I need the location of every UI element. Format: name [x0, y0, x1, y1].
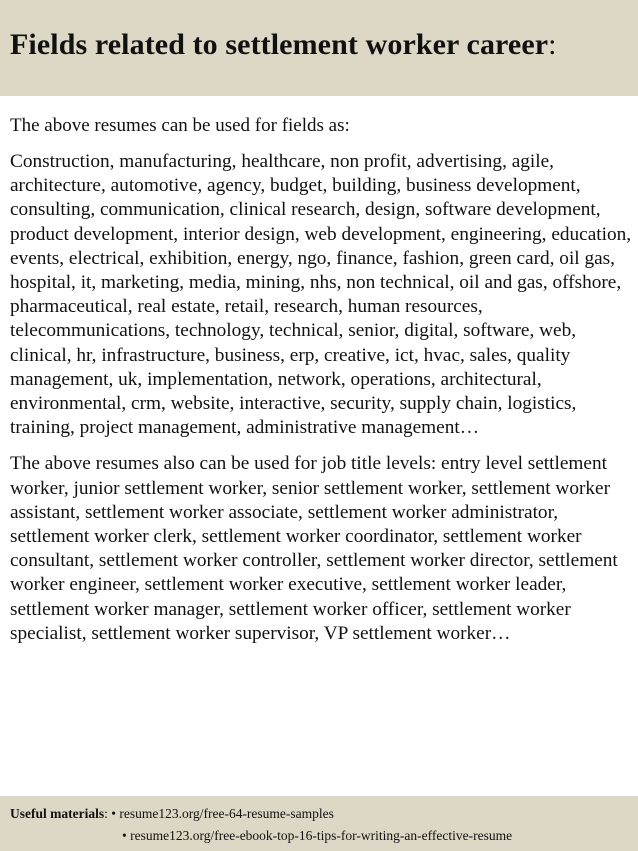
- header-bar: [0, 0, 638, 96]
- job-levels-paragraph: The above resumes also can be used for job title levels: entry level settlement worker, junior settlement worker, senior settlement worker, settlement worker assistant, settlement worker associate, settlement worker administrator, settlement worker clerk, settlement worker coordinator, settlement worker consultant, settlement worker controller, settlement worker director, settlement worker engineer, settlement worker executive, settlement worker leader, settlement worker manager, settlement worker officer, settlement worker specialist, settlement worker supervisor, VP settlement worker…: [10, 453, 618, 644]
- page-title-colon: :: [548, 28, 557, 61]
- footer-row-1: [10, 806, 334, 822]
- page-title: [10, 28, 557, 62]
- useful-materials-label: Useful materials: [10, 806, 105, 821]
- page-title-text: Fields related to settlement worker career: [10, 28, 549, 61]
- main-content: [10, 114, 632, 646]
- footer-separator: :: [104, 806, 112, 821]
- resource-link-2[interactable]: resume123.org/free-ebook-top-16-tips-for-writing-an-effective-resume: [130, 828, 513, 843]
- bullet-icon: •: [122, 828, 131, 843]
- resource-link-1[interactable]: resume123.org/free-64-resume-samples: [119, 806, 334, 821]
- fields-paragraph: Construction, manufacturing, healthcare, non profit, advertising, agile, architecture, automotive, agency, budget, building, business development, consulting, communication, clinical research, design, software development, product development, interior design, web development, engineering, education, events, electrical, exhibition, energy, ngo, finance, fashion, green card, oil gas, hospital, it, marketing, media, mining, nhs, non technical, oil and gas, offshore, pharmaceutical, real estate, retail, research, human resources, telecommunications, technology, technical, senior, digital, software, web, clinical, hr, infrastructure, business, erp, creative, ict, hvac, sales, quality management, uk, implementation, network, operations, architectural, environmental, crm, website, interactive, security, supply chain, logistics, training, project management, administrative management…: [10, 151, 632, 439]
- footer-row-2: [122, 828, 512, 844]
- bullet-icon: •: [111, 806, 120, 821]
- intro-text: The above resumes can be used for fields as:: [10, 115, 350, 136]
- footer-bar: [0, 796, 638, 851]
